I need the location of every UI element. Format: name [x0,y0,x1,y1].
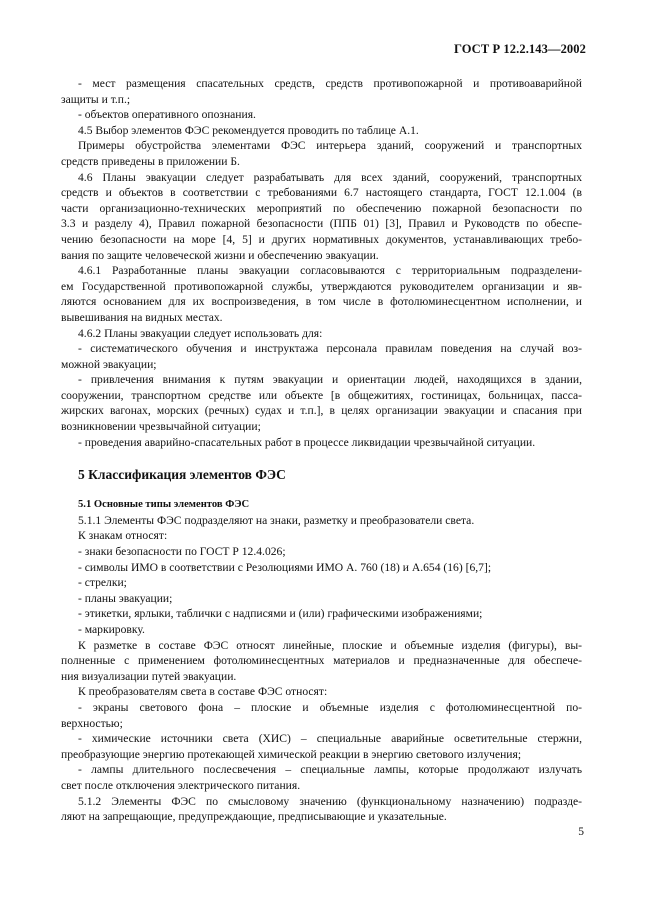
text-line: 5.1.2 Элементы ФЭС по смысловому значению (функциональному назначению) подразде- [78,794,582,808]
text-line: вывешивания на видных местах. [61,310,223,324]
text-line: вания по защите человеческой жизни и обеспечению эвакуации. [61,248,379,262]
text-line: сооружении, транспортном средстве или объекте [в общежитиях, гостиницах, больницах, пасса- [61,388,582,402]
text-line: - маркировку. [78,623,145,636]
text-line: 4.6.2 Планы эвакуации следует использовать для: [78,326,323,340]
text-line: верхностью; [61,716,123,730]
text-line: - мест размещения спасательных средств, средств противопожарной и противоаварийной [78,77,582,90]
text-line: ляют на запрещающие, предупреждающие, предписывающие и указательные. [61,810,447,824]
text-line: - планы эвакуации; [78,591,173,605]
text-line: средств и объектов в соответствии с требованиями 6.7 настоящего стандарта, ГОСТ 12.1.004 (в [61,186,582,200]
text-line: - знаки безопасности по ГОСТ Р 12.4.026; [78,545,286,559]
page-number: 5 [578,826,584,838]
text-line: - привлечения внимания к путям эвакуации и ориентации людей, находящихся в здании, [78,373,582,387]
text-line: ем Государственной противопожарной службы, утверждаются руководителем организации и яв- [61,279,582,293]
text-line: - объектов оперативного опознания. [78,108,256,122]
text-line: К преобразователям света в составе ФЭС относят: [78,685,328,699]
text-line: 4.6.1 Разработанные планы эвакуации согласовываются с территориальным подразделени- [78,264,582,278]
page-header-standard-code: ГОСТ Р 12.2.143—2002 [453,42,586,56]
subsection-5-1-heading: 5.1 Основные типы элементов ФЭС [78,499,250,511]
text-line: 4.6 Планы эвакуации следует разрабатывать для всех зданий, сооружений, транспортных [78,170,582,184]
text-line: - стрелки; [78,576,127,590]
text-line: ляются основанием для их воспроизведения, в том числе в фотолюминесцентном исполнении, и [61,295,582,309]
text-line: 3.3 и разделу 4), Правил пожарной безопасности (ППБ 01) [3], Правил и Руководств по обеспе- [61,217,582,231]
text-line: чению безопасности на море [4, 5] и других нормативных документов, устанавливающих требо- [61,232,582,246]
text-line: Примеры обустройства элементами ФЭС интерьера зданий, сооружений и транспортных [78,139,582,153]
text-line: полненные с применением фотолюминесцентных материалов и предназначенные для обеспече- [61,654,582,668]
page-content [61,76,582,825]
text-line: 4.5 Выбор элементов ФЭС рекомендуется проводить по таблице А.1. [78,123,419,137]
text-block-section-5 [61,513,582,825]
text-line: - экраны светового фона – плоские и объемные изделия с фотолюминесцентной по- [78,700,582,714]
text-line: можной эвакуации; [61,357,157,371]
text-line: свет после отключения электрического питания. [61,778,301,792]
text-line: возникновении чрезвычайной ситуации; [61,420,261,434]
text-line: средств приведены в приложении Б. [61,154,240,168]
text-line: - химические источники света (ХИС) – специальные аварийные осветительные стержни, [78,732,582,746]
text-line: - проведения аварийно-спасательных работ в процессе ликвидации чрезвычайной ситуации. [78,435,536,449]
text-line: жирских вагонах, морских (речных) судах и т.п.], в целях организации эвакуации и спасания при [61,404,582,418]
text-line: - систематического обучения и инструктажа персонала правилам поведения на случай воз- [78,342,582,356]
text-line: защиты и т.п.; [61,92,131,106]
text-line: К знакам относят: [78,529,168,543]
text-line: - символы ИМО в соответствии с Резолюциями ИМО А. 760 (18) и А.654 (16) [6,7]; [78,560,492,574]
text-block-section-4 [61,76,582,450]
section-5-heading: 5 Классификация элементов ФЭС [78,467,286,483]
text-line: части организационно-технических мероприятий по обеспечению пожарной безопасности по [61,201,582,215]
text-line: К разметке в составе ФЭС относят линейные, плоские и объемные изделия (фигуры), вы- [78,638,582,652]
text-line: - этикетки, ярлыки, таблички с надписями и (или) графическими изображениями; [78,607,483,621]
text-line: - лампы длительного послесвечения – специальные лампы, которые продолжают излучать [78,763,582,777]
text-line: преобразующие энергию протекающей химической реакции в энергию светового излучения; [61,747,522,761]
text-line: 5.1.1 Элементы ФЭС подразделяют на знаки, разметку и преобразователи света. [78,513,475,527]
text-line: ния визуализации путей эвакуации. [61,669,237,683]
